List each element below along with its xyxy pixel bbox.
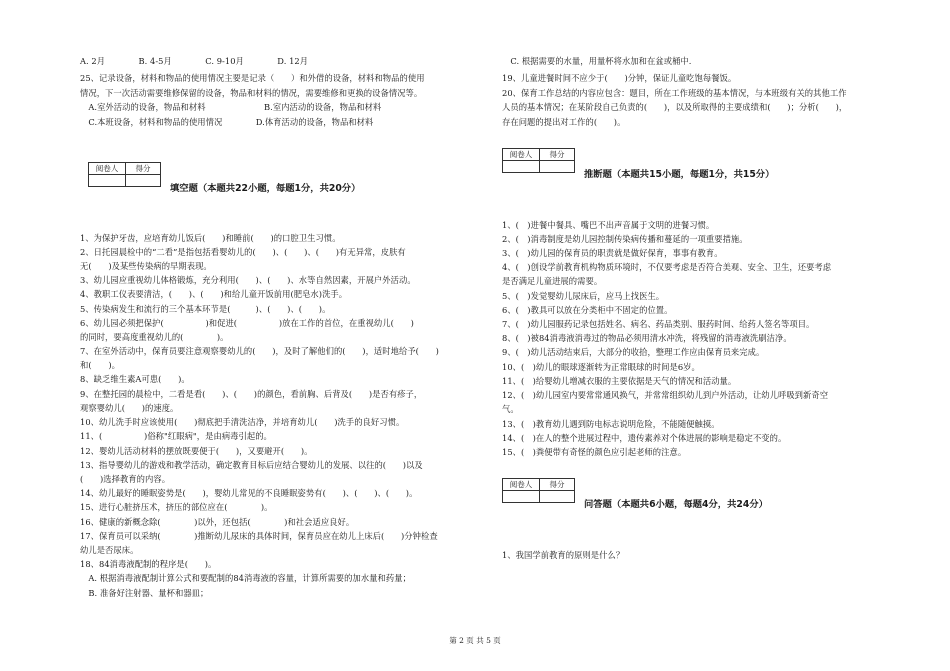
question-line: 5、传染病发生和流行的三个基本环节是( )、( )、( )。	[80, 304, 331, 314]
score-cell[interactable]	[126, 175, 161, 187]
score-label: 得分	[540, 479, 575, 491]
question-line: A. 根据消毒液配制计算公式和要配制的84消毒液的容量，计算所需要的加水量和药量；	[80, 573, 411, 583]
question-line: 1、为保护牙齿，应培育幼儿饭后( )和睡前( )的口腔卫生习惯。	[80, 233, 341, 243]
question-line: 2、日托园晨检中的“二看”是指包括看婴幼儿的( )、( )、( )有无异常，皮肤有	[80, 247, 406, 257]
question-line: 14、幼儿最好的睡眠姿势是( )，婴幼儿常见的不良睡眠姿势有( )、( )、( )。	[80, 488, 418, 498]
question-line: 无( )及某些传染病的早期表现。	[80, 261, 212, 271]
question-text: C. 根据需要的水量，用量杯将水加和在盆或桶中.	[502, 56, 692, 66]
answer-options-line: A. 2月 B. 4-5月 C. 9-10月 D. 12月	[80, 56, 309, 66]
question-line: 5、( )发觉婴幼儿尿床后，应马上找医生。	[502, 291, 665, 301]
question-line: 10、幼儿洗手时应该使用( )彻底把手清洗洁净，并培育幼儿( )洗手的良好习惯。	[80, 417, 405, 427]
question-line: 4、( )创设学前教育机构物质环境时，不仅要考虑是否符合美观、安全、卫生，还要考虑	[502, 262, 832, 272]
question-line: 1、我国学前教育的原则是什么？	[502, 550, 625, 560]
question-line: 4、教职工仪表要清洁，( )、( )和给儿童开饭前用(肥皂水)洗手。	[80, 289, 348, 299]
question-line: 18、84消毒液配制的程序是( )。	[80, 559, 217, 569]
score-label: 得分	[540, 149, 575, 161]
question-line: 6、幼儿园必须把保护( )和促进( )放在工作的首位，在重视幼儿( )	[80, 318, 414, 328]
score-cell[interactable]	[540, 161, 575, 173]
score-box	[502, 478, 575, 503]
grader-label: 阅卷人	[503, 479, 540, 491]
question-line: 8、缺乏维生素A可患( )。	[80, 374, 190, 384]
question-line: 11、( )给婴幼儿增减衣服的主要依据是天气的情况和活动量。	[502, 376, 737, 386]
question-line: 14、( )在人的整个进展过程中，遗传素养对个体进展的影响是稳定不变的。	[502, 433, 787, 443]
grader-label: 阅卷人	[89, 163, 126, 175]
question-text: 存在问题的提出对工作的( )。	[502, 117, 626, 127]
question-line: 是否满足儿童进展的需要。	[502, 276, 603, 286]
question-line: 6、( )教具可以放在分类柜中不固定的位置。	[502, 305, 673, 315]
question-line: 13、( )教育幼儿遇到防电标志说明危险，不能随便触摸。	[502, 419, 720, 429]
question-line: 2、( )消毒制度是幼儿园控制传染病传播和蔓延的一项重要措施。	[502, 234, 748, 244]
question-line: 3、( )幼儿园的保育员的职责就是做好保育，事事有教育。	[502, 248, 723, 258]
question-line: ( )选择教育的内容。	[80, 474, 171, 484]
grader-cell[interactable]	[503, 491, 540, 503]
question-line: B. 准备好注射器、量杯和器皿；	[80, 588, 209, 598]
question-line: 11、( )俗称"红眼病"，是由病毒引起的。	[80, 431, 272, 441]
question-line: 15、( )粪便带有奇怪的颜色应引起老师的注意。	[502, 447, 687, 457]
question-line: 9、( )幼儿活动结束后，大部分的收拾，整理工作应由保育员来完成。	[502, 347, 765, 357]
question-line: 16、健康的新概念除( )以外，还包括( )和社会适应良好。	[80, 517, 355, 527]
question-text: 人员的基本情况；在某阶段自己负责的( )，以及所取得的主要成绩和( )；分析( )，	[502, 102, 848, 112]
section-title-fill-blank: 填空题（本题共22小题，每题1分，共20分）	[170, 183, 361, 194]
question-line: 7、( )幼儿园服药记录包括姓名、病名、药品类别、服药时间、给药人签名等项目。	[502, 319, 815, 329]
question-text: 19、儿童进餐时间不应少于( )分钟，保证儿童吃饱每餐饭。	[502, 73, 737, 83]
question-line: 3、幼儿园应重视幼儿体格锻炼，充分利用( )、( )、水等自然因素，开展户外活动。	[80, 275, 416, 285]
question-line: 幼儿是否尿床。	[80, 545, 139, 555]
grader-cell[interactable]	[89, 175, 126, 187]
question-text: 情况，下一次活动需要维修保留的设备，物品和材料的情况，需要维修和更换的设备情况等。	[80, 88, 423, 98]
score-cell[interactable]	[540, 491, 575, 503]
question-line: 1、( )进餐中餐具、嘴巴不出声音属于文明的进餐习惯。	[502, 220, 715, 230]
question-line: 的同时，要高度重视幼儿的( )。	[80, 332, 229, 342]
question-line: 气。	[502, 404, 519, 414]
question-line: 7、在室外活动中，保育员要注意观察婴幼儿的( )，及时了解他们的( )，适时地给予( )	[80, 346, 439, 356]
question-line: 17、保育员可以采纳( )推断幼儿尿床的具体时间，保育员应在幼儿上床后( )分钟检查	[80, 531, 438, 541]
answer-option: A.室外活动的设备，物品和材料 B.室内活动的设备，物品和材料	[80, 102, 382, 112]
question-line: 观察婴幼儿( )的速度。	[80, 403, 179, 413]
question-line: 12、( )幼儿园室内要常常通风换气，并常常组织幼儿到户外活动，让幼儿呼吸到新奇空	[502, 390, 829, 400]
score-label: 得分	[126, 163, 161, 175]
score-box	[88, 162, 161, 187]
question-text: 25、记录设备，材料和物品的使用情况主要是记录（ ）和外借的设备，材料和物品的使用	[80, 73, 425, 83]
question-line: 10、( )幼儿的眼球逐渐转为正常眼球的时间是6岁。	[502, 362, 700, 372]
grader-label: 阅卷人	[503, 149, 540, 161]
grader-cell[interactable]	[503, 161, 540, 173]
question-line: 12、婴幼儿活动材料的摆放既要便于( )，又要避开( )。	[80, 446, 313, 456]
page-footer: 第 2 页 共 5 页	[449, 636, 501, 645]
section-title-judgement: 推断题（本题共15小题，每题1分，共15分）	[584, 169, 775, 180]
question-line: 8、( )被84消毒液消毒过的物品必须用清水冲洗，将残留的消毒液洗刷洁净。	[502, 333, 792, 343]
question-line: 13、指导婴幼儿的游戏和教学活动，确定教育目标后应结合婴幼儿的发展、以往的( )以及	[80, 460, 423, 470]
score-box	[502, 148, 575, 173]
question-text: 20、保育工作总结的内容应包含：题目，所在工作班级的基本情况，与本班级有关的其他工作	[502, 88, 847, 98]
question-line: 9、在整托园的晨检中，二看是看( )、( )的颜色，看前胸、后背及( )是否有疹子，	[80, 389, 423, 399]
section-title-qa: 问答题（本题共6小题，每题4分，共24分）	[584, 499, 768, 510]
question-line: 15、进行心脏挤压术，挤压的部位应在( )。	[80, 502, 273, 512]
answer-option: C.本班设备，材料和物品的使用情况 D.体育活动的设备，物品和材料	[80, 117, 374, 127]
question-line: 和( )。	[80, 360, 120, 370]
